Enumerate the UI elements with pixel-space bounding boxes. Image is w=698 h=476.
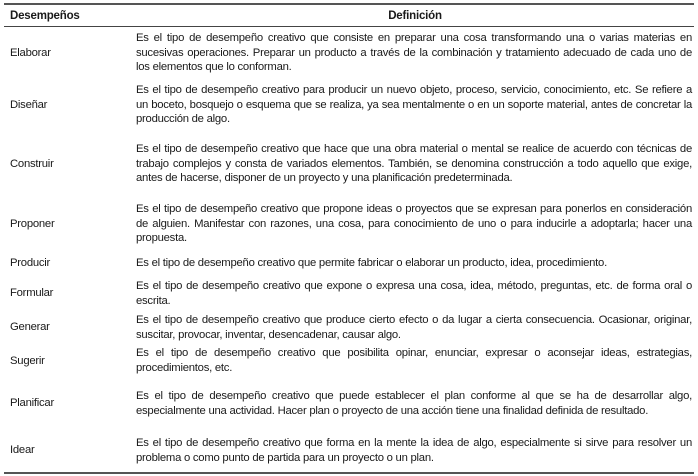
header-definicion: Definición <box>136 4 694 27</box>
definition-cell: Es el tipo de desempeño creativo para producir un nuevo objeto, proceso, servicio, conocimiento, etc. Se refiere a un boceto, bosquejo o esquema que se realiza, ya sea mentalmente o en un soporte material, antes de concretar la producción de algo. <box>136 84 692 126</box>
table-row <box>4 311 694 344</box>
table-row <box>4 276 694 311</box>
term-cell: Producir <box>10 257 51 270</box>
table-row <box>4 131 694 197</box>
table-row <box>4 378 694 429</box>
table-row <box>4 79 694 131</box>
term-cell: Planificar <box>10 397 54 410</box>
table-row <box>4 197 694 251</box>
term-cell: Formular <box>10 287 54 300</box>
term-cell: Idear <box>10 444 35 457</box>
table-row <box>4 251 694 276</box>
table-row <box>4 344 694 378</box>
header-row <box>4 4 694 27</box>
term-cell: Elaborar <box>10 46 51 59</box>
definition-cell: Es el tipo de desempeño creativo que posibilita opinar, enunciar, expresar o aconsejar ideas, estrategias, procedimientos, etc. <box>136 347 692 374</box>
definition-cell: Es el tipo de desempeño creativo que puede establecer el plan conforme al que se ha de desarrollar algo, especialmente una actividad. Hacer plan o proyecto de una acción tiene una finalidad definida de resultado. <box>136 389 692 417</box>
definition-cell: Es el tipo de desempeño creativo que consiste en preparar una cosa transformando una o varias materias en sucesivas operaciones. Preparar un producto a través de la combinación y tratamiento adecuado de cada uno de los elementos que lo conforman. <box>136 32 692 74</box>
definition-cell: Es el tipo de desempeño creativo que permite fabricar o elaborar un producto, idea, procedimiento. <box>136 257 607 270</box>
definition-cell: Es el tipo de desempeño creativo que propone ideas o proyectos que se expresan para ponerlos en consideración de alguien. Manifestar con razones, una cosa, para conocimiento de uno o para inducirle a adoptarla; hacer una propuesta. <box>136 203 692 245</box>
table-row <box>4 429 694 473</box>
header-desempenos: Desempeños <box>4 4 136 27</box>
definition-cell: Es el tipo de desempeño creativo que hace que una obra material o mental se realice de acuerdo con técnicas de trabajo complejos y consta de variados elementos. También, se denomina construcción a todo aquello que exige, antes de hacerse, disponer de un proyecto y una planificación predeterminada. <box>136 143 692 185</box>
definition-cell: Es el tipo de desempeño creativo que forma en la mente la idea de algo, especialmente si sirve para resolver un problema o como punto de partida para un proyecto o un plan. <box>136 436 692 464</box>
term-cell: Generar <box>10 321 50 334</box>
term-cell: Diseñar <box>10 98 48 111</box>
term-cell: Construir <box>10 157 54 170</box>
definition-cell: Es el tipo de desempeño creativo que produce cierto efecto o da lugar a cierta consecuencia. Ocasionar, originar, suscitar, provocar, inventar, desencadenar, causar algo. <box>136 313 692 341</box>
definition-cell: Es el tipo de desempeño creativo que expone o expresa una cosa, idea, método, preguntas, etc. de forma oral o escrita. <box>136 279 692 307</box>
table-row <box>4 27 694 80</box>
term-cell: Proponer <box>10 217 55 230</box>
term-cell: Sugerir <box>10 354 45 367</box>
desempenos-table <box>4 3 694 474</box>
